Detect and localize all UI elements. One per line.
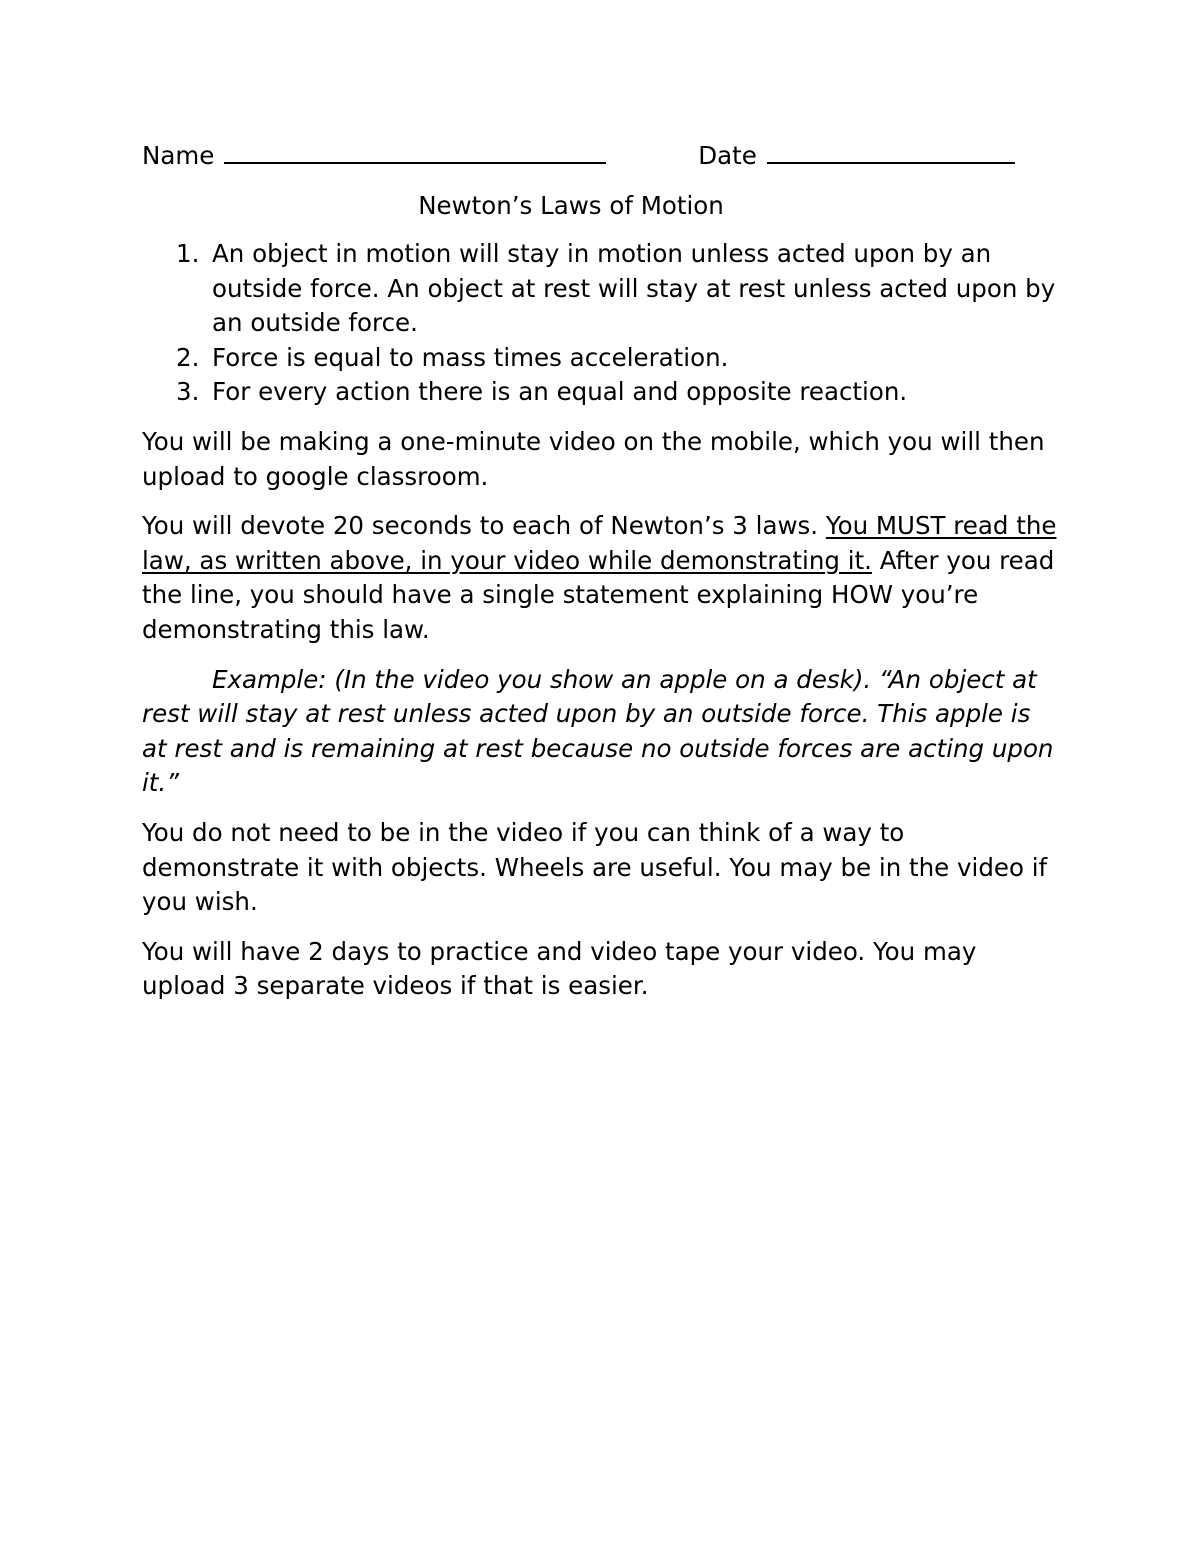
list-item bbox=[142, 375, 1062, 410]
timeline-paragraph: You will have 2 days to practice and video tape your video. You may upload 3 separate videos if that is easier. bbox=[142, 936, 977, 1001]
worksheet-page bbox=[142, 139, 1062, 1004]
laws-list bbox=[142, 237, 1062, 410]
example-paragraph: Example: (In the video you show an apple on a desk). “An object at rest will stay at rest unless acted upon by an outside force. This apple is at rest and is remaining at rest because no outside forces are acting upon it.” bbox=[142, 664, 1054, 798]
law-number: 3. bbox=[176, 377, 200, 407]
date-label: Date bbox=[698, 141, 757, 170]
law-text: For every action there is an equal and opposite reaction. bbox=[212, 377, 908, 407]
date-blank-line bbox=[767, 140, 1015, 164]
devote-underlined-instruction: You MUST read the law, as written above, in your video while demonstrating it. bbox=[142, 511, 1057, 575]
video-intro-paragraph: You will be making a one-minute video on the mobile, which you will then upload to google classroom. bbox=[142, 426, 1045, 491]
law-number: 2. bbox=[176, 342, 200, 372]
objects-paragraph: You do not need to be in the video if you can think of a way to demonstrate it with objects. Wheels are useful. You may be in the video if you wish. bbox=[142, 817, 1048, 917]
law-number: 1. bbox=[176, 239, 200, 268]
name-blank-line bbox=[224, 140, 606, 164]
devote-text-after: After you read the line, you should have a single statement explaining HOW you’re demonstrating this law. bbox=[142, 545, 1055, 644]
worksheet-title: Newton’s Laws of Motion bbox=[418, 191, 724, 220]
law-text: Force is equal to mass times acceleration. bbox=[212, 342, 729, 372]
devote-text: You will devote 20 seconds to each of Newton’s 3 laws. bbox=[142, 511, 826, 541]
list-item bbox=[142, 341, 1062, 376]
name-label: Name bbox=[142, 141, 215, 170]
list-item bbox=[142, 237, 1062, 341]
header-fields bbox=[142, 139, 1062, 175]
devote-paragraph bbox=[142, 509, 1062, 647]
law-text: An object in motion will stay in motion unless acted upon by an outside force. An object at rest will stay at rest unless acted upon by an outside force. bbox=[212, 239, 1056, 338]
